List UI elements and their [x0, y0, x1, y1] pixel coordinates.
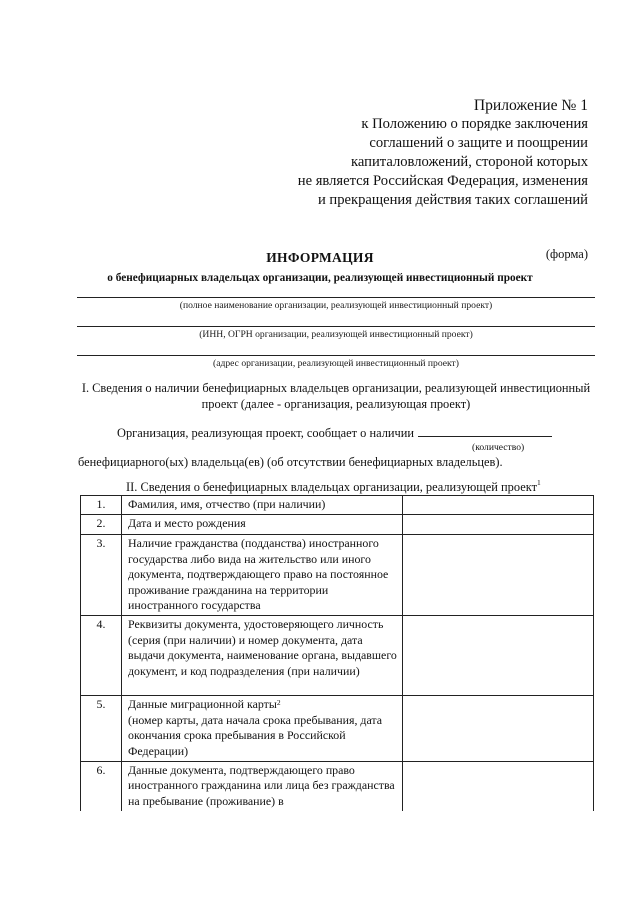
row-label: Наличие гражданства (подданства) иностранного государства либо вида на жительство или иного документа, подтверждающего право на постоянное проживание гражданина на территории иностранного государства: [122, 535, 403, 616]
document-subtitle: о бенефициарных владельцах организации, реализующей инвестиционный проект: [107, 272, 533, 284]
section2-heading-text: II. Сведения о бенефициарных владельцах организации, реализующей проект: [126, 480, 537, 494]
row-number: 4.: [81, 616, 122, 696]
appendix-line: капиталовложений, стороной которых: [351, 154, 588, 170]
appendix-line: соглашений о защите и поощрении: [369, 135, 588, 151]
row-label: Фамилия, имя, отчество (при наличии): [122, 496, 403, 515]
row-value-cell[interactable]: [403, 535, 594, 616]
quantity-caption: (количество): [472, 442, 525, 453]
document-title: ИНФОРМАЦИЯ: [266, 250, 374, 265]
org-name-caption: (полное наименование организации, реализующей инвестиционный проект): [179, 300, 493, 311]
footnote-marker: 1: [536, 478, 541, 487]
row-number: 1.: [81, 496, 122, 515]
table-row: [81, 696, 594, 762]
row-value-cell[interactable]: [403, 496, 594, 515]
row-number: 6.: [81, 762, 122, 812]
beneficiaries-table: [80, 495, 594, 811]
row-value-cell[interactable]: [403, 762, 594, 812]
row-number: 3.: [81, 535, 122, 616]
row-label: Данные документа, подтверждающего право иностранного гражданина или лица без гражданства на пребывание (проживание) в: [122, 762, 403, 812]
form-label: (форма): [545, 247, 588, 261]
inn-ogrn-caption: (ИНН, ОГРН организации, реализующей инвестиционный проект): [199, 329, 473, 340]
row-number: 2.: [81, 515, 122, 535]
table-row: [81, 515, 594, 535]
address-caption: (адрес организации, реализующей инвестиционный проект): [213, 358, 459, 369]
table-row: [81, 535, 594, 616]
appendix-number: Приложение № 1: [473, 97, 588, 114]
quantity-blank[interactable]: [418, 425, 552, 437]
row-label: [122, 696, 403, 762]
address-field-line[interactable]: [77, 355, 595, 356]
section1-heading: I. Сведения о наличии бенефициарных владельцев организации, реализующей инвестиционный проект (далее - организация, реализующая проект): [81, 381, 591, 411]
appendix-line: к Положению о порядке заключения: [361, 116, 588, 132]
section2-heading: [126, 480, 541, 495]
appendix-line: не является Российская Федерация, изменения: [297, 173, 588, 189]
row-label-detail: (номер карты, дата начала срока пребывания, дата окончания срока пребывания в Российской Федерации): [128, 712, 383, 758]
section1-paragraph-end: бенефициарного(ых) владельца(ев) (об отсутствии бенефициарных владельцев).: [78, 455, 503, 469]
table-row: [81, 762, 594, 812]
footnote-marker: 2: [276, 698, 281, 708]
row-value-cell[interactable]: [403, 696, 594, 762]
row-value-cell[interactable]: [403, 515, 594, 535]
row-label: Реквизиты документа, удостоверяющего личность (серия (при наличии) и номер документа, дата выдачи документа, наименование органа, выдавшего документ, и код подразделения (при наличии): [122, 616, 403, 696]
row-number: 5.: [81, 696, 122, 762]
appendix-header: [228, 96, 588, 210]
section1-paragraph: [117, 425, 552, 441]
table-row: [81, 496, 594, 515]
org-name-field-line[interactable]: [77, 297, 595, 298]
section1-paragraph-start: Организация, реализующая проект, сообщает о наличии: [117, 426, 415, 440]
inn-ogrn-field-line[interactable]: [77, 326, 595, 327]
row-label-main: Данные миграционной карты: [128, 697, 277, 712]
appendix-line: и прекращения действия таких соглашений: [317, 192, 588, 208]
row-value-cell[interactable]: [403, 616, 594, 696]
row-label: Дата и место рождения: [122, 515, 403, 535]
table-row: [81, 616, 594, 696]
